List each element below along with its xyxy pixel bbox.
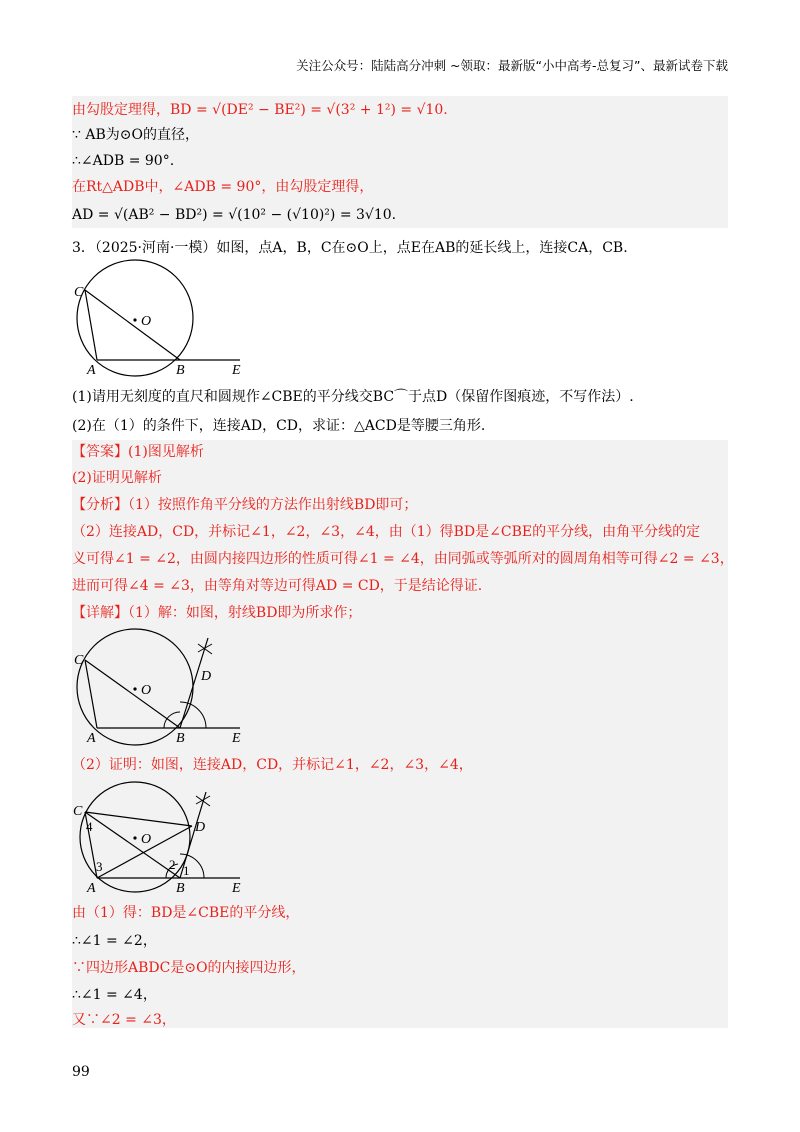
proof-step: ∵四边形ABDC是⊙O的内接四边形， [72, 960, 306, 976]
page-header: 关注公众号：陆陆高分冲刺 ~领取：最新版“小中高考-总复习”、最新试卷下载 [296, 58, 728, 73]
cross-mark [196, 796, 210, 806]
center-dot [133, 836, 136, 839]
label-a: A [87, 731, 96, 746]
text-line: ∴∠ADB = 90°. [72, 153, 175, 169]
label-o: O [141, 832, 152, 847]
proof-step: ∴∠1 = ∠4， [72, 987, 157, 1003]
label-a: A [87, 363, 96, 378]
analysis-line: 【分析】（1）按照作角平分线的方法作出射线BD即可； [72, 497, 418, 513]
analysis-line: 进而可得∠4 = ∠3，由等角对等边可得AD = CD，于是结论得证. [72, 578, 483, 594]
center-dot [133, 687, 136, 690]
label-b: B [176, 731, 185, 746]
label-e: E [232, 731, 241, 746]
center-dot [133, 318, 136, 321]
detail-line: 【详解】（1）解：如图，射线BD即为所求作； [72, 605, 362, 621]
proof-intro: （2）证明：如图，连接AD，CD，并标记∠1，∠2，∠3，∠4， [72, 757, 473, 773]
angle-label-3: 3 [96, 859, 103, 874]
text-line: 由勾股定理得，BD = √(DE² − BE²) = √(3² + 1²) = √10. [72, 102, 448, 118]
figure-circle-3 [70, 780, 270, 896]
question-2: (2)在（1）的条件下，连接AD，CD，求证：△ACD是等腰三角形. [72, 418, 486, 434]
proof-step: 又∵∠2 = ∠3， [72, 1012, 176, 1028]
label-e: E [232, 881, 241, 896]
label-d: D [201, 669, 212, 684]
angle-label-4: 4 [86, 819, 93, 834]
label-a: A [87, 881, 96, 896]
analysis-line: 义可得∠1 = ∠2，由圆内接四边形的性质可得∠1 = ∠4，由同弧或等弧所对的圆周角相等可得∠2 = ∠3， [72, 551, 734, 567]
page-number: 99 [72, 1064, 90, 1080]
text-line: ∵ AB为⊙O的直径， [72, 127, 199, 143]
figure-circle-1 [70, 258, 270, 378]
label-c: C [74, 653, 84, 668]
answer-line: (2)证明见解析 [72, 470, 162, 486]
label-e: E [232, 363, 241, 378]
segment-cd [85, 812, 192, 826]
label-b: B [176, 881, 185, 896]
label-b: B [176, 363, 185, 378]
text-line: 在Rt△ADB中，∠ADB = 90°，由勾股定理得， [72, 179, 374, 195]
proof-step: 由（1）得：BD是∠CBE的平分线， [72, 905, 300, 921]
label-c: C [73, 804, 83, 819]
analysis-line: （2）连接AD，CD，并标记∠1，∠2，∠3，∠4，由（1）得BD是∠CBE的平分线，由角平分线的定 [72, 524, 701, 540]
text-line: AD = √(AB² − BD²) = √(10² − (√10)²) = 3√10. [72, 207, 397, 223]
figure-circle-2 [70, 624, 270, 748]
angle-label-1: 1 [183, 863, 190, 878]
problem-stem: 3．（2025·河南·一模）如图，点A，B，C在⊙O上，点E在AB的延长线上，连接CA，CB. [72, 240, 628, 256]
label-d: D [195, 820, 206, 835]
label-c: C [74, 285, 84, 300]
circle-o [77, 260, 193, 376]
segment-cb [85, 660, 180, 728]
segment-cb [85, 290, 180, 360]
answer-line: 【答案】(1)图见解析 [72, 444, 204, 460]
angle-label-2: 2 [169, 857, 176, 872]
segment-ca [85, 660, 97, 728]
proof-step: ∴∠1 = ∠2， [72, 933, 157, 949]
cross-mark [198, 644, 212, 654]
label-o: O [141, 314, 152, 329]
question-1: (1)请用无刻度的直尺和圆规作∠CBE的平分线交BC⌒于点D（保留作图痕迹，不写作法）. [72, 389, 634, 405]
label-o: O [141, 683, 152, 698]
